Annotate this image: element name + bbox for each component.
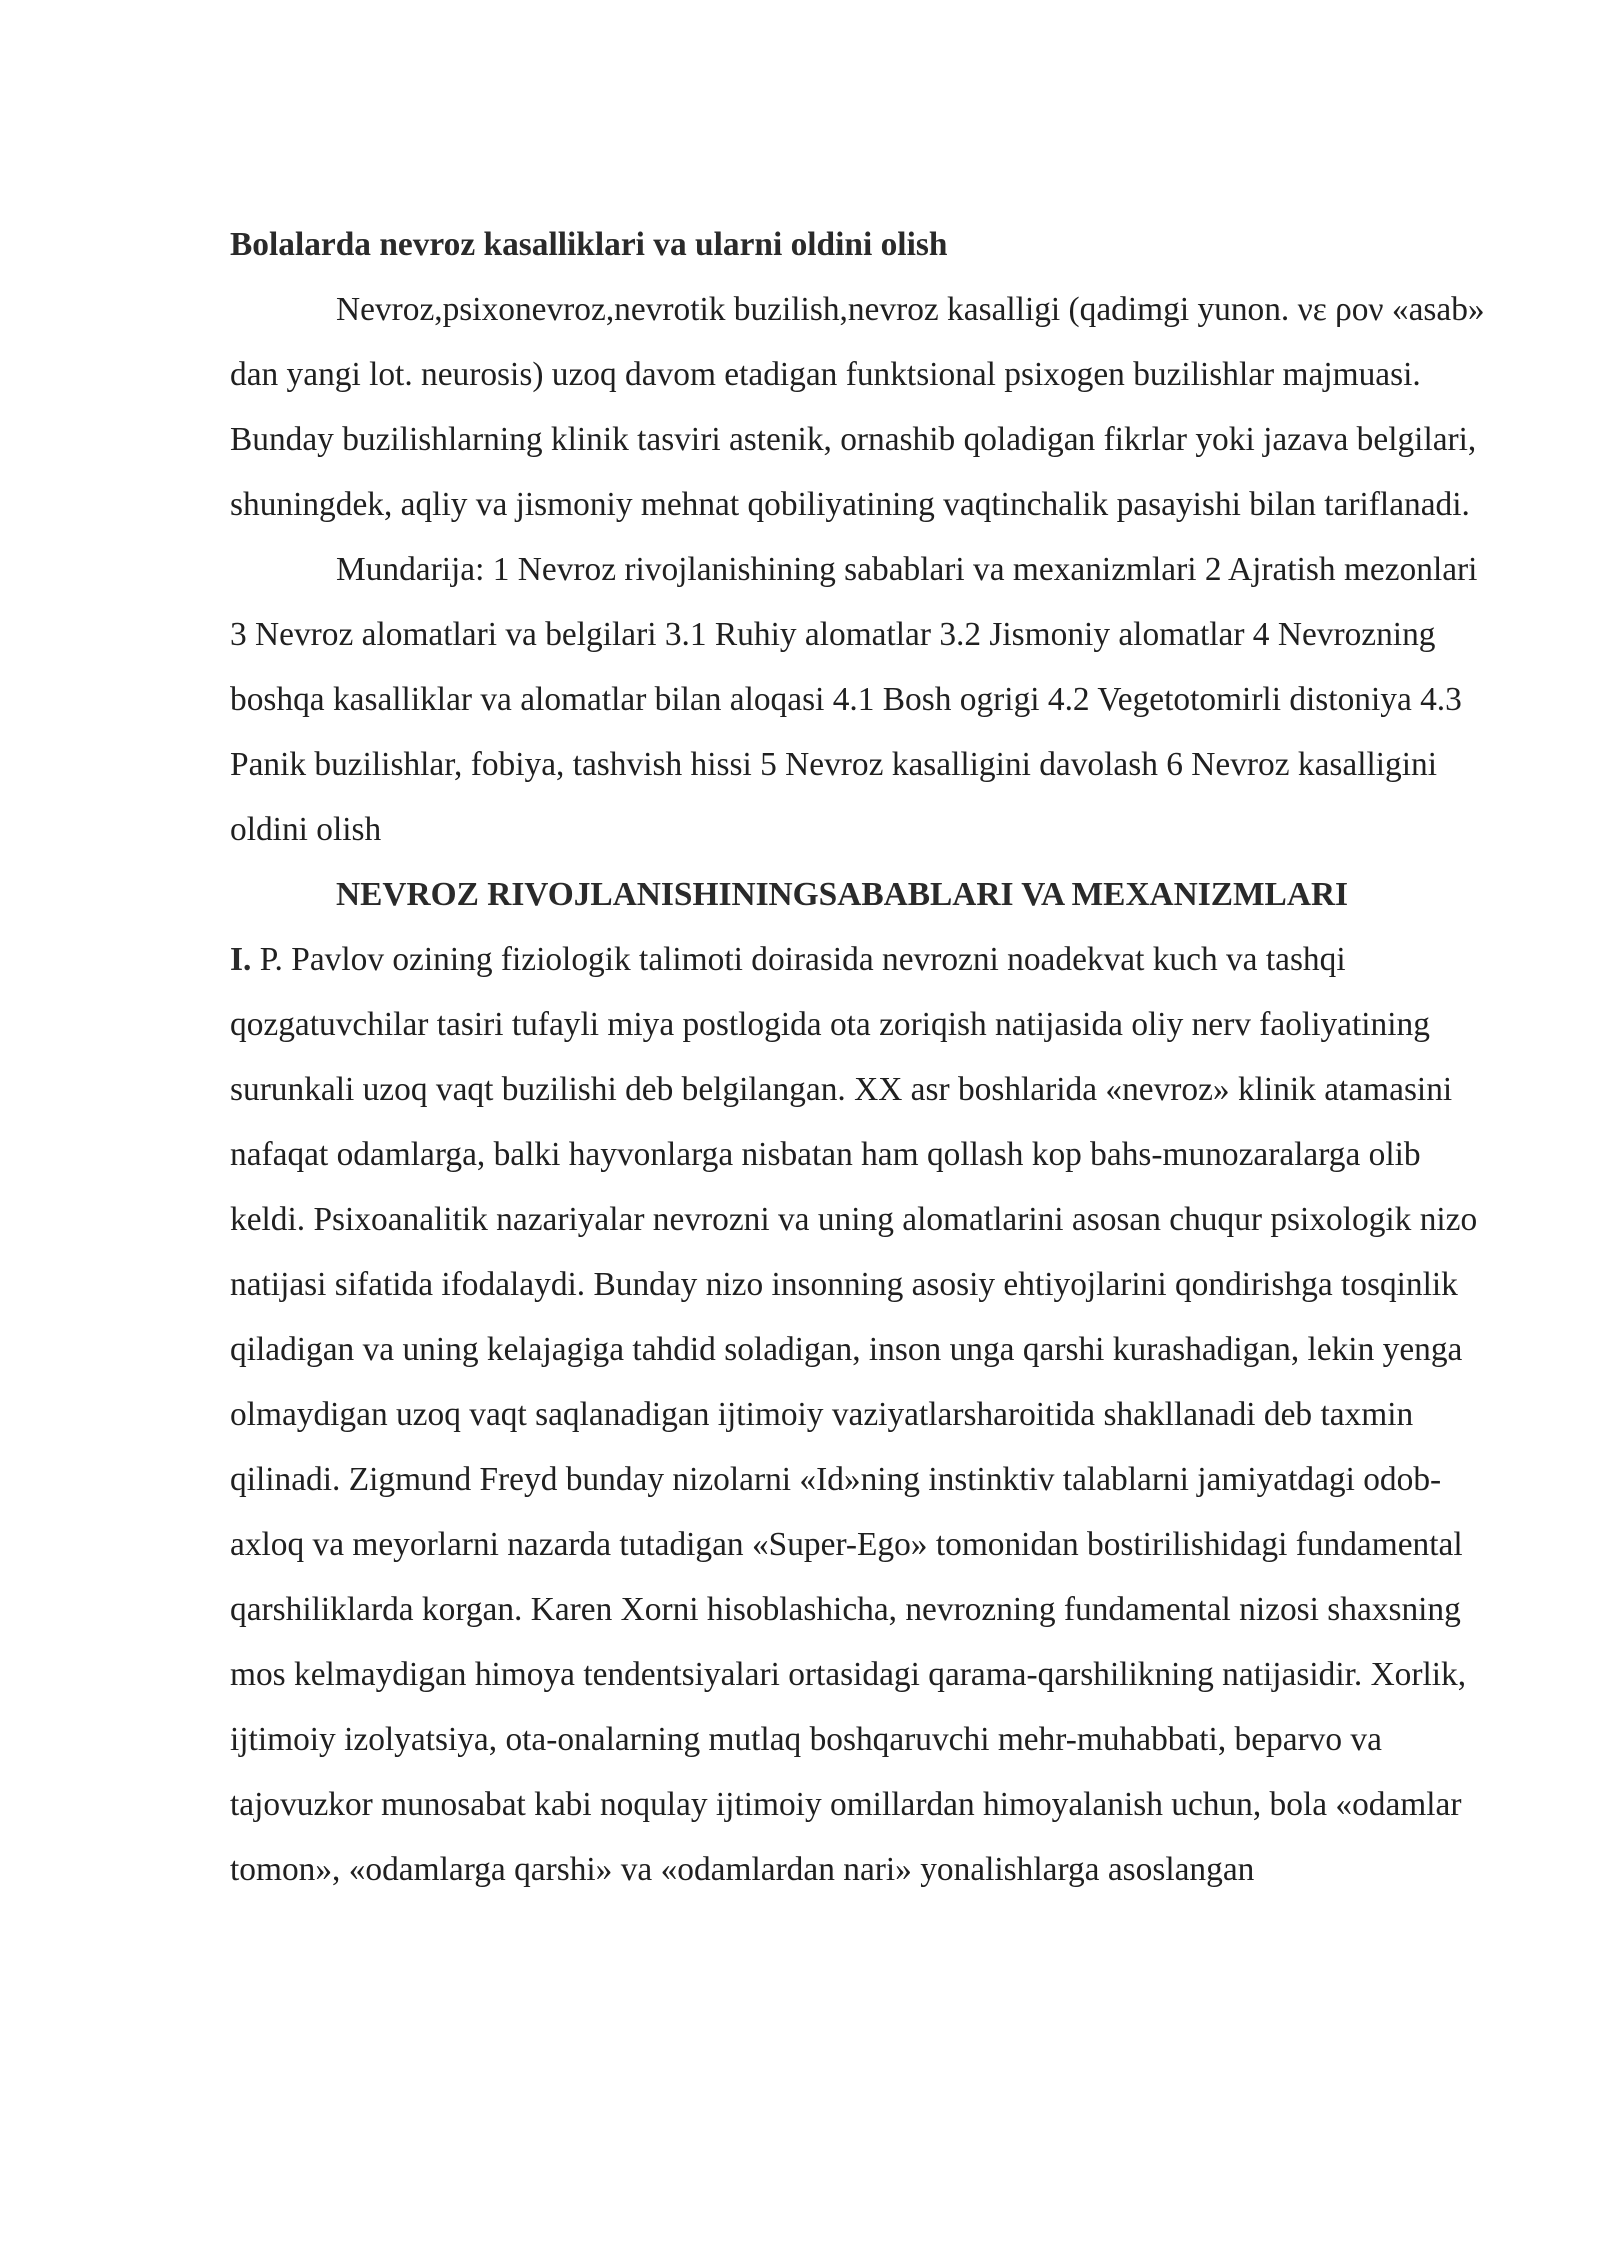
section-paragraph (230, 927, 1500, 1902)
document-page (230, 212, 1500, 1902)
section-body-text: P. Pavlov ozining fiziologik talimoti doirasida nevrozni noadekvat kuch va tashqi qozgatuvchilar tasiri tufayli miya postlogida ota zoriqish natijasida oliy nerv faoliyatining surunkali uzoq vaqt buzilishi deb belgilangan. XX asr boshlarida «nevroz» klinik atamasini nafaqat odamlarga, balki hayvonlarga nisbatan ham qollash kop bahs-munozaralarga olib keldi. Psixoanalitik nazariyalar nevrozni va uning alomatlarini asosan chuqur psixologik nizo natijasi sifatida ifodalaydi. Bunday nizo insonning asosiy ehtiyojlarini qondirishga tosqinlik qiladigan va uning kelajagiga tahdid soladigan, inson unga qarshi kurashadigan, lekin yenga olmaydigan uzoq vaqt saqlanadigan ijtimoiy vaziyatlarsharoitida shakllanadi deb taxmin qilinadi. Zigmund Freyd bunday nizolarni «Id»ning instinktiv talablarni jamiyatdagi odob-axloq va meyorlarni nazarda tutadigan «Super-Ego» tomonidan bostirilishidagi fundamental qarshiliklarda korgan. Karen Xorni hisoblashicha, nevrozning fundamental nizosi shaxsning mos kelmaydigan himoya tendentsiyalari ortasidagi qarama-qarshilikning natijasidir. Xorlik, ijtimoiy izolyatsiya, ota-onalarning mutlaq boshqaruvchi mehr-muhabbati, beparvo va tajovuzkor munosabat kabi noqulay ijtimoiy omillardan himoyalanish uchun, bola «odamlar tomon», «odamlarga qarshi» va «odamlardan nari» yonalishlarga asoslangan (230, 941, 1478, 1888)
section-heading (230, 862, 1500, 927)
contents-paragraph: Mundarija: 1 Nevroz rivojlanishining sabablari va mexanizmlari 2 Ajratish mezonlari 3 Nevroz alomatlari va belgilari 3.1 Ruhiy alomatlar 3.2 Jismoniy alomatlar 4 Nevrozning boshqa kasalliklar va alomatlar bilan aloqasi 4.1 Bosh ogrigi 4.2 Vegetotomirli distoniya 4.3 Panik buzilishlar, fobiya, tashvish hissi 5 Nevroz kasalligini davolash 6 Nevroz kasalligini oldini olish (230, 551, 1478, 848)
section-heading-text: NEVROZ RIVOJLANISHININGSABABLARI VA MEXANIZMLARI (336, 876, 1349, 913)
document-title: Bolalarda nevroz kasalliklari va ularni oldini olish (230, 226, 948, 263)
intro-paragraph: Nevroz,psixonevroz,nevrotik buzilish,nevroz kasalligi (qadimgi yunon. νε ρον «asab» dan yangi lot. neurosis) uzoq davom etadigan funktsional psixogen buzilishlar majmuasi. Bunday buzilishlarning klinik tasviri astenik, ornashib qoladigan fikrlar yoki jazava belgilari, shuningdek, aqliy va jismoniy mehnat qobiliyatining vaqtinchalik pasayishi bilan tariflanadi. (230, 291, 1485, 523)
section-lead: I. (230, 941, 252, 978)
